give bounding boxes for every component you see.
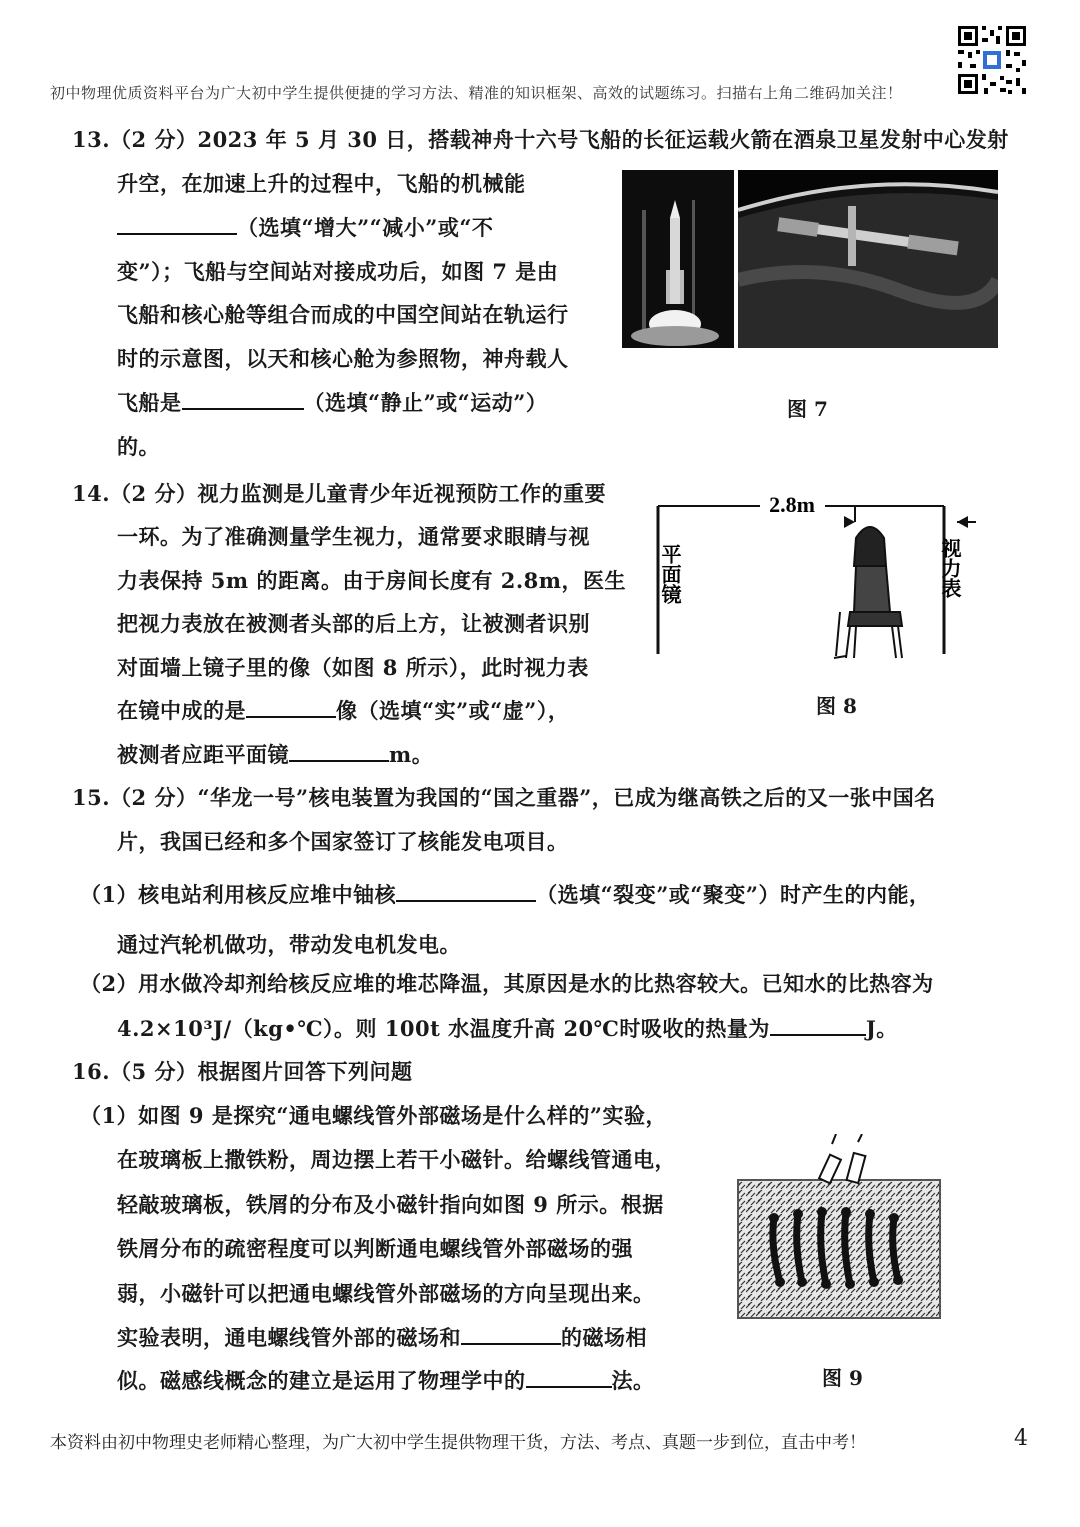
- qr-code-icon: [956, 24, 1028, 96]
- answer-blank-magnet-type[interactable]: [461, 1323, 561, 1345]
- seated-person-figure: [834, 527, 902, 658]
- q13-line-6: 时的示意图，以天和核心舱为参照物，神舟载人: [117, 346, 569, 371]
- q14-line-1: 14.（2 分）视力监测是儿童青少年近视预防工作的重要: [72, 481, 606, 506]
- footer-note: 本资料由初中物理史老师精心整理，为广大初中学生提供物理干货，方法、考点、真题一步到位，直击中考！: [50, 1433, 866, 1453]
- q14-line-2: 一环。为了准确测量学生视力，通常要求眼睛与视: [117, 524, 590, 549]
- q15-part1-cont: 通过汽轮机做功，带动发电机发电。: [117, 932, 461, 957]
- q13-line-8: 的。: [117, 434, 160, 459]
- q16-part1-line-1: （1）如图 9 是探究“通电螺线管外部磁场是什么样的”实验，: [80, 1103, 668, 1128]
- q15-line-2: 片，我国已经和多个国家签订了核能发电项目。: [117, 829, 569, 854]
- figure-9-caption: 图 9: [822, 1366, 863, 1390]
- solenoid-filings-figure: [736, 1134, 942, 1320]
- space-station-photo: [738, 170, 998, 348]
- rocket-launch-photo: [622, 170, 734, 348]
- answer-blank-nuclear-reaction[interactable]: [396, 880, 536, 902]
- q13-line-4: 变”）；飞船与空间站对接成功后，如图 7 是由: [117, 259, 559, 284]
- q13-line-1: 13.（2 分）2023 年 5 月 30 日，搭载神舟十六号飞船的长征运载火箭在酒泉卫星发射中心发射: [72, 127, 1009, 152]
- header-note: 初中物理优质资料平台为广大初中学生提供便捷的学习方法、精准的知识框架、高效的试题练习。扫描右上角二维码加关注！: [50, 84, 903, 102]
- q16-part1-line-2: 在玻璃板上撒铁粉，周边摆上若干小磁针。给螺线管通电，: [117, 1147, 676, 1172]
- q16-part1-line-6: 实验表明，通电螺线管外部的磁场和 的磁场相: [117, 1325, 647, 1350]
- answer-blank-image-type[interactable]: [246, 696, 336, 718]
- q16-part1-line-3: 轻敲玻璃板，铁屑的分布及小磁针指向如图 9 所示。根据: [117, 1192, 664, 1217]
- q14-line-7: 被测者应距平面镜 m。: [117, 742, 434, 767]
- q14-line-6: 在镜中成的是 像（选填“实”或“虚”），: [117, 698, 570, 723]
- q15-line-1: 15.（2 分）“华龙一号”核电装置为我国的“国之重器”，已成为继高铁之后的又一张中国名: [72, 785, 936, 810]
- figure-7-caption: 图 7: [787, 397, 828, 421]
- q16-line-1: 16.（5 分）根据图片回答下列问题: [72, 1059, 413, 1084]
- answer-blank-distance[interactable]: [289, 740, 389, 762]
- q13-line-5: 飞船和核心舱等组合而成的中国空间站在轨运行: [117, 302, 569, 327]
- eye-chart-label: 视力表: [938, 538, 962, 598]
- answer-blank-method[interactable]: [526, 1366, 612, 1388]
- q14-line-5: 对面墙上镜子里的像（如图 8 所示），此时视力表: [117, 655, 589, 680]
- q15-part2-line: （2）用水做冷却剂给核反应堆的堆芯降温，其原因是水的比热容较大。已知水的比热容为: [80, 971, 934, 996]
- page-number: 4: [1014, 1426, 1028, 1451]
- q15-part1-line: （1）核电站利用核反应堆中铀核 （选填“裂变”或“聚变”）时产生的内能，: [80, 882, 931, 907]
- q13-line-7: 飞船是 （选填“静止”或“运动”）: [117, 390, 548, 415]
- distance-label: 2.8m: [769, 492, 815, 517]
- mirror-label: 平面镜: [658, 544, 682, 604]
- q13-line-3: （选填“增大”“减小”或“不: [117, 212, 493, 242]
- q16-part1-line-5: 弱，小磁针可以把通电螺线管外部磁场的方向呈现出来。: [117, 1281, 655, 1306]
- q14-line-4: 把视力表放在被测者头部的后上方，让被测者识别: [117, 611, 590, 636]
- q13-line-2: 升空，在加速上升的过程中，飞船的机械能: [117, 171, 526, 196]
- answer-blank-heat[interactable]: [770, 1014, 866, 1036]
- answer-blank-mechanical-energy[interactable]: [117, 213, 237, 235]
- figure-8-caption: 图 8: [816, 694, 857, 718]
- q16-part1-line-7: 似。磁感线概念的建立是运用了物理学中的 法。: [117, 1368, 655, 1393]
- q15-part2-cont: 4.2×10³J/（kg•℃）。则 100t 水温度升高 20℃时吸收的热量为 J。: [117, 1016, 898, 1041]
- answer-blank-motion-state[interactable]: [182, 388, 304, 410]
- q14-line-3: 力表保持 5m 的距离。由于房间长度有 2.8m，医生: [117, 568, 627, 593]
- eye-test-diagram: [650, 486, 980, 666]
- q16-part1-line-4: 铁屑分布的疏密程度可以判断通电螺线管外部磁场的强: [117, 1236, 633, 1261]
